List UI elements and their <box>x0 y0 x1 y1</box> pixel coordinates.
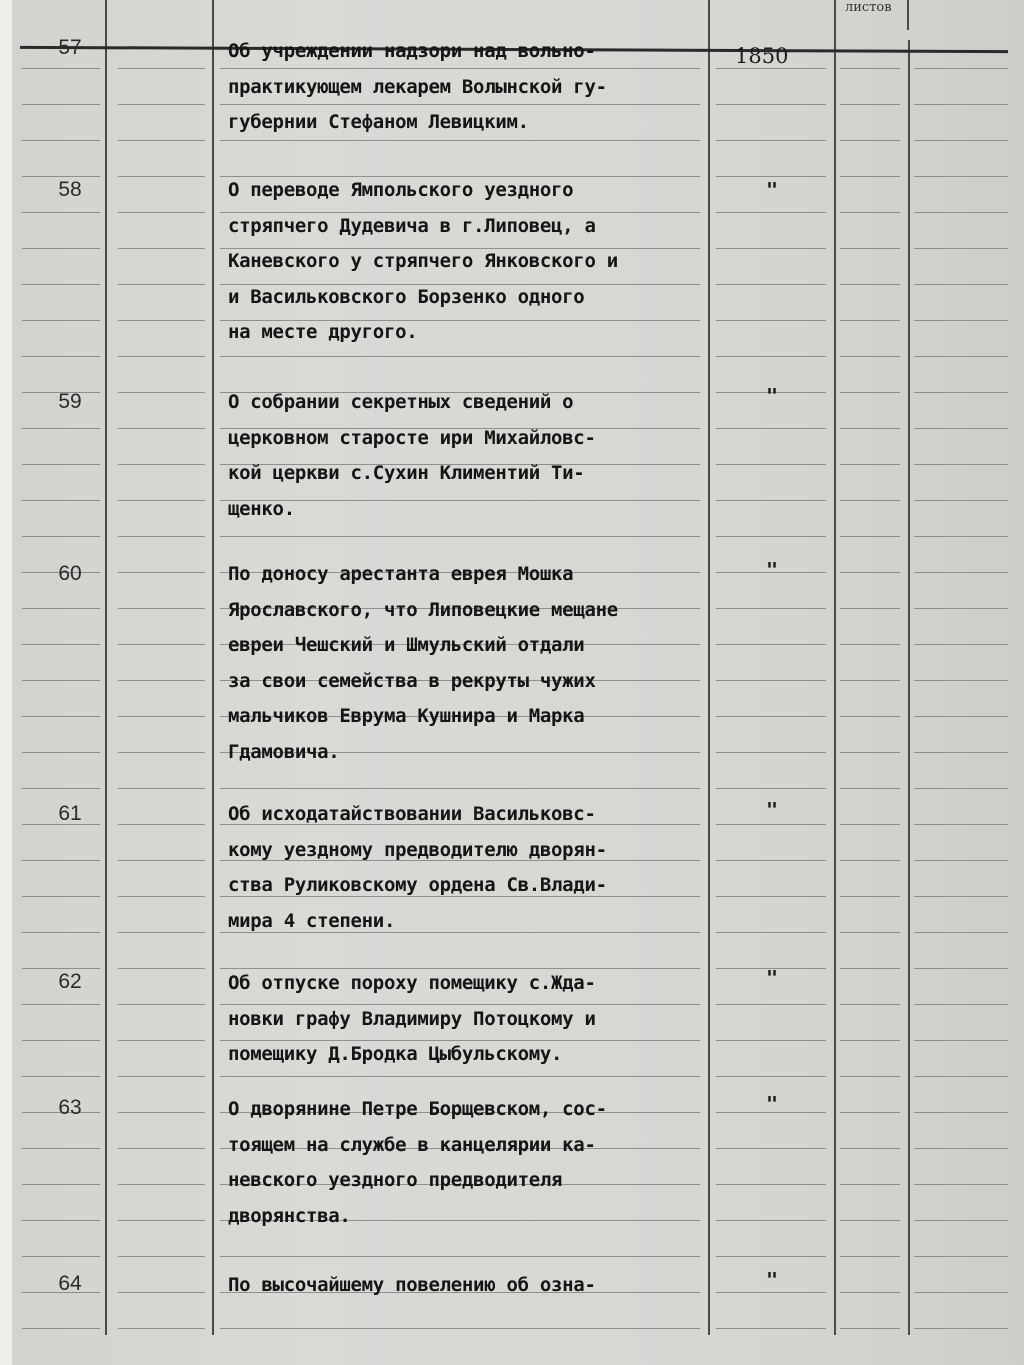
ruled-line <box>840 1148 900 1149</box>
ruled-line <box>716 536 826 537</box>
ruled-line <box>716 752 826 753</box>
ruled-line <box>118 428 205 429</box>
column-divider-index <box>212 0 214 1335</box>
entry-year-ditto: " <box>766 558 779 582</box>
ruled-line <box>22 1076 100 1077</box>
ruled-line <box>840 320 900 321</box>
ruled-line <box>118 500 205 501</box>
ruled-line <box>914 716 1008 717</box>
ruled-line <box>914 284 1008 285</box>
ruled-line <box>22 644 100 645</box>
entry-number: 63 <box>58 1096 82 1119</box>
ruled-line <box>914 140 1008 141</box>
entry-year-ditto: " <box>766 178 779 202</box>
ruled-line <box>914 968 1008 969</box>
ruled-line <box>220 1328 700 1329</box>
ruled-line <box>118 464 205 465</box>
ruled-line <box>118 824 205 825</box>
ruled-line <box>22 932 100 933</box>
ruled-line <box>840 968 900 969</box>
ruled-line <box>220 1076 700 1077</box>
ruled-line <box>716 608 826 609</box>
ruled-line <box>118 284 205 285</box>
ruled-line <box>716 932 826 933</box>
ruled-line <box>716 464 826 465</box>
entry-title: О переводе Ямпольского уездного стряпчего Дудевича в г.Липовец, а Каневского у стряпчего Янковского и и Васильковского Борзенко одного на месте другого. <box>228 179 618 343</box>
ruled-line <box>840 644 900 645</box>
ruled-line <box>716 1184 826 1185</box>
ruled-line <box>914 1292 1008 1293</box>
ruled-line <box>914 644 1008 645</box>
ruled-line <box>118 1040 205 1041</box>
ruled-line <box>118 356 205 357</box>
ruled-line <box>914 860 1008 861</box>
ruled-line <box>716 1256 826 1257</box>
entry-year-ditto: " <box>766 384 779 408</box>
ruled-line <box>118 1112 205 1113</box>
ruled-line <box>840 860 900 861</box>
ruled-line <box>914 572 1008 573</box>
ruled-line <box>840 1076 900 1077</box>
ruled-line <box>22 752 100 753</box>
ruled-line <box>840 428 900 429</box>
ruled-line <box>716 356 826 357</box>
column-divider-number <box>105 0 107 1335</box>
ruled-line <box>840 752 900 753</box>
ruled-line <box>118 1004 205 1005</box>
ruled-line <box>118 680 205 681</box>
ruled-line <box>840 1112 900 1113</box>
ruled-line <box>716 500 826 501</box>
ruled-line <box>716 140 826 141</box>
entry-year-ditto: " <box>766 966 779 990</box>
column-divider-notes <box>908 40 910 1335</box>
ruled-line <box>118 752 205 753</box>
ruled-line <box>22 536 100 537</box>
ruled-line <box>840 1004 900 1005</box>
ruled-line <box>118 104 205 105</box>
ruled-line <box>914 248 1008 249</box>
ruled-line <box>914 752 1008 753</box>
ruled-line <box>840 716 900 717</box>
ruled-line <box>914 212 1008 213</box>
ruled-line <box>22 140 100 141</box>
ruled-line <box>840 824 900 825</box>
entry-title: По доносу арестанта еврея Мошка Ярославского, что Липовецкие мещане евреи Чешский и Шмульский отдали за свои семейства в рекруты чужих мальчиков Еврума Кушнира и Марка Гдамовича. <box>228 563 618 763</box>
entry-title: По высочайшему повелению об озна- <box>228 1274 596 1296</box>
ruled-line <box>716 1148 826 1149</box>
entry-number: 64 <box>58 1272 82 1295</box>
entry-year-ditto: " <box>766 1092 779 1116</box>
ruled-line <box>840 608 900 609</box>
ruled-line <box>840 572 900 573</box>
ruled-line <box>118 176 205 177</box>
ruled-line <box>716 176 826 177</box>
ruled-line <box>914 68 1008 69</box>
ruled-line <box>840 1256 900 1257</box>
ruled-line <box>914 1112 1008 1113</box>
ruled-line <box>22 68 100 69</box>
ruled-line <box>840 392 900 393</box>
ruled-line <box>22 320 100 321</box>
entry-title: Об отпуске пороху помещику с.Жда- новки графу Владимиру Потоцкому и помещику Д.Бродка Цыбульскому. <box>228 972 596 1065</box>
ruled-line <box>840 1292 900 1293</box>
ruled-line <box>914 320 1008 321</box>
ruled-line <box>914 896 1008 897</box>
ruled-line <box>118 248 205 249</box>
ruled-line <box>914 356 1008 357</box>
ruled-line <box>716 320 826 321</box>
ruled-line <box>118 1148 205 1149</box>
entry-number: 61 <box>58 802 82 825</box>
ruled-line <box>118 140 205 141</box>
ruled-line <box>22 356 100 357</box>
ruled-line <box>22 248 100 249</box>
ruled-line <box>118 716 205 717</box>
ruled-line <box>118 896 205 897</box>
header-sheets-label: листов <box>845 0 892 15</box>
ruled-line <box>716 284 826 285</box>
entry-year: 1850 <box>735 44 789 68</box>
ruled-line <box>716 644 826 645</box>
ruled-line <box>22 1040 100 1041</box>
ruled-line <box>914 1040 1008 1041</box>
ruled-line <box>118 572 205 573</box>
ruled-line <box>914 1328 1008 1329</box>
ruled-line <box>118 932 205 933</box>
column-divider-title <box>708 0 710 1335</box>
ruled-line <box>118 608 205 609</box>
ruled-line <box>716 716 826 717</box>
ruled-line <box>914 824 1008 825</box>
ruled-line <box>840 248 900 249</box>
ruled-line <box>914 104 1008 105</box>
ruled-line <box>716 212 826 213</box>
entry-number: 62 <box>58 970 82 993</box>
ruled-line <box>840 896 900 897</box>
ruled-line <box>118 1256 205 1257</box>
entry-year-ditto: " <box>766 798 779 822</box>
entry-number: 59 <box>58 390 82 413</box>
entry-number: 58 <box>58 178 82 201</box>
entry-year-ditto: " <box>766 1268 779 1292</box>
ruled-line <box>840 284 900 285</box>
ruled-line <box>716 1076 826 1077</box>
ruled-line <box>914 1256 1008 1257</box>
ruled-line <box>220 536 700 537</box>
ruled-line <box>914 680 1008 681</box>
ruled-line <box>914 1148 1008 1149</box>
ruled-line <box>840 68 900 69</box>
entry-title: Об исходатайствовании Васильковс- кому уездному предводителю дворян- ства Руликовскому ордена Св.Влади- мира 4 степени. <box>228 803 607 932</box>
ruled-line <box>22 608 100 609</box>
ruled-line <box>840 536 900 537</box>
ruled-line <box>22 860 100 861</box>
ruled-line <box>118 1220 205 1221</box>
ruled-line <box>22 104 100 105</box>
ruled-line <box>22 896 100 897</box>
ruled-line <box>118 536 205 537</box>
page-edge <box>0 0 12 1365</box>
ruled-line <box>22 464 100 465</box>
ruled-line <box>118 68 205 69</box>
ruled-line <box>118 968 205 969</box>
ruled-line <box>118 788 205 789</box>
ruled-line <box>220 1256 700 1257</box>
ruled-line <box>716 788 826 789</box>
entry-title: Об учреждении надзори над вольно- практикующем лекарем Волынской гу- губернии Стефаном Левицким. <box>228 40 607 133</box>
ruled-line <box>220 788 700 789</box>
ruled-line <box>840 1040 900 1041</box>
ruled-line <box>840 464 900 465</box>
ruled-line <box>914 428 1008 429</box>
ruled-line <box>22 788 100 789</box>
ruled-line <box>840 176 900 177</box>
column-divider-sheets <box>907 0 909 30</box>
ruled-line <box>118 644 205 645</box>
ruled-line <box>716 1040 826 1041</box>
ruled-line <box>22 1148 100 1149</box>
ruled-line <box>914 1076 1008 1077</box>
ruled-line <box>22 1184 100 1185</box>
column-divider-dates <box>834 0 836 1335</box>
ruled-line <box>914 392 1008 393</box>
ruled-line <box>22 212 100 213</box>
ruled-line <box>914 608 1008 609</box>
ruled-line <box>118 1076 205 1077</box>
entry-title: О дворянине Петре Борщевском, сос- тоящем на службе в канцелярии ка- невского уездного предводителя дворянства. <box>228 1098 607 1227</box>
ruled-line <box>840 356 900 357</box>
ruled-line <box>716 104 826 105</box>
ruled-line <box>118 392 205 393</box>
ruled-line <box>840 140 900 141</box>
ruled-line <box>716 68 826 69</box>
ruled-line <box>22 1256 100 1257</box>
ruled-line <box>118 320 205 321</box>
ruled-line <box>22 1328 100 1329</box>
ruled-line <box>716 860 826 861</box>
ruled-line <box>22 968 100 969</box>
ruled-line <box>22 1220 100 1221</box>
ruled-line <box>914 176 1008 177</box>
ruled-line <box>840 1184 900 1185</box>
ruled-line <box>716 680 826 681</box>
ruled-line <box>716 428 826 429</box>
ruled-line <box>716 1328 826 1329</box>
ruled-line <box>914 1004 1008 1005</box>
ruled-line <box>220 356 700 357</box>
ruled-line <box>716 248 826 249</box>
ruled-line <box>716 1220 826 1221</box>
ruled-line <box>840 500 900 501</box>
entry-number: 57 <box>58 36 82 59</box>
ruled-line <box>22 716 100 717</box>
ruled-line <box>22 176 100 177</box>
ruled-line <box>914 788 1008 789</box>
ruled-line <box>840 680 900 681</box>
ruled-line <box>22 428 100 429</box>
ruled-line <box>118 860 205 861</box>
ruled-line <box>840 932 900 933</box>
ruled-line <box>118 1184 205 1185</box>
entry-title: О собрании секретных сведений о церковном старосте ири Михайловс- кой церкви с.Сухин Климентий Ти- щенко. <box>228 391 596 520</box>
ruled-line <box>118 1292 205 1293</box>
ruled-line <box>118 212 205 213</box>
ruled-line <box>22 1004 100 1005</box>
ruled-line <box>914 932 1008 933</box>
ruled-line <box>840 212 900 213</box>
entry-number: 60 <box>58 562 82 585</box>
ruled-line <box>22 500 100 501</box>
ruled-line <box>914 1184 1008 1185</box>
ruled-line <box>716 896 826 897</box>
ruled-line <box>840 788 900 789</box>
ruled-line <box>22 680 100 681</box>
ruled-line <box>716 824 826 825</box>
ruled-line <box>716 1292 826 1293</box>
ruled-line <box>840 1328 900 1329</box>
ruled-line <box>840 104 900 105</box>
ruled-line <box>914 536 1008 537</box>
ruled-line <box>914 500 1008 501</box>
ruled-line <box>914 464 1008 465</box>
ruled-line <box>840 1220 900 1221</box>
ruled-line <box>22 284 100 285</box>
ruled-line <box>118 1328 205 1329</box>
ruled-line <box>716 1004 826 1005</box>
ruled-line <box>914 1220 1008 1221</box>
